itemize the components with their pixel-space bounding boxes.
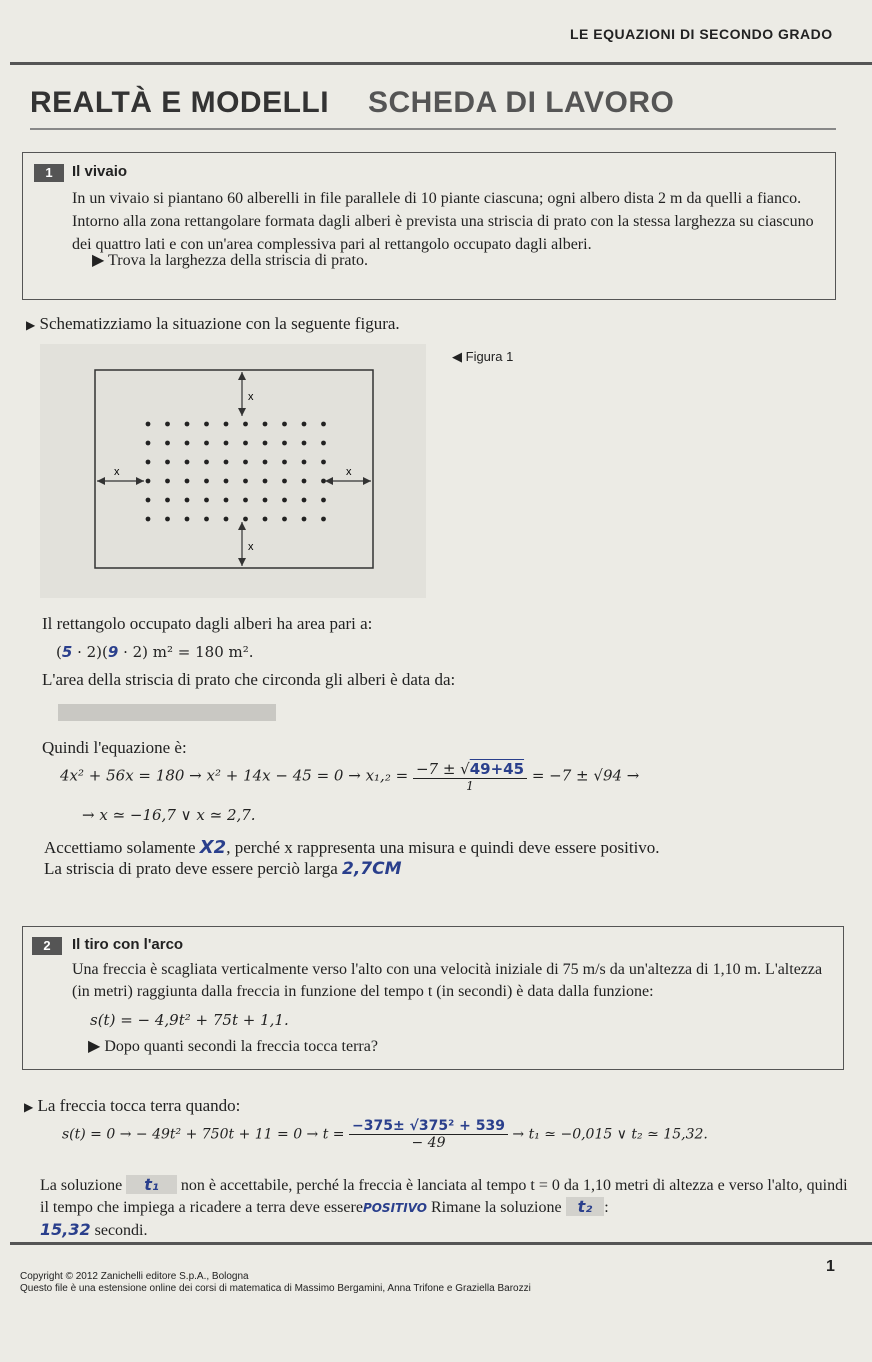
tree-dot xyxy=(282,479,287,484)
problem1-question xyxy=(92,249,368,272)
tree-dot xyxy=(263,441,268,446)
quadratic-solutions-1: → x ≃ −16,7 ∨ x ≃ 2,7. xyxy=(82,806,256,824)
accept-a: Accettiamo solamente xyxy=(44,838,200,857)
tree-dot xyxy=(243,498,248,503)
sol-d: : xyxy=(604,1199,609,1216)
tree-dot xyxy=(263,498,268,503)
problem1-question-text: Trova la larghezza della striscia di prato. xyxy=(108,252,368,269)
sol-b: non è accettabile, perché la freccia è lanciata al tempo t = 0 da 1,10 metri di altezza e verso l'alto, quindi il tempo che impiega a ricadere a terra deve essere xyxy=(40,1177,848,1216)
tree-dot xyxy=(321,498,326,503)
area-intro: Il rettangolo occupato dagli alberi ha area pari a: xyxy=(42,614,373,633)
tree-dot xyxy=(224,498,229,503)
tree-dot xyxy=(302,460,307,465)
solution2-intro-text: La freccia tocca terra quando: xyxy=(37,1096,241,1115)
page-title-right: SCHEDA DI LAVORO xyxy=(368,86,675,119)
sol-handwritten-t1: t₁ xyxy=(126,1175,177,1194)
tree-dot xyxy=(321,517,326,522)
eq2-num-handwritten: −375± √375² + 539 xyxy=(352,1118,505,1134)
tree-dot xyxy=(302,479,307,484)
arrow-up-head-2 xyxy=(238,522,246,530)
tree-dot xyxy=(204,422,209,427)
area-formula xyxy=(56,643,254,661)
dimension-label-left: x xyxy=(114,466,120,478)
width-text: La striscia di prato deve essere perciò larga xyxy=(44,859,342,878)
eq1-num-handwritten: 49+45 xyxy=(469,760,525,778)
figure-label xyxy=(452,349,513,365)
tree-dot xyxy=(282,460,287,465)
triangle-bullet-icon: ▶ xyxy=(92,252,105,269)
eq1-right: = −7 ± √94 → xyxy=(531,766,640,785)
tree-dot xyxy=(204,460,209,465)
arrow-left-head-2 xyxy=(325,477,333,485)
eq2-fraction xyxy=(349,1118,508,1151)
sol-a: La soluzione xyxy=(40,1177,127,1194)
sol-handwritten-seconds: 15,32 xyxy=(40,1220,91,1239)
triangle-bullet-icon-2: ▶ xyxy=(88,1038,101,1055)
page-number: 1 xyxy=(826,1258,835,1275)
tree-dot xyxy=(224,479,229,484)
tree-dot xyxy=(224,422,229,427)
solution1-intro xyxy=(26,312,400,337)
dimension-label-right: x xyxy=(346,466,352,478)
tree-dot xyxy=(263,479,268,484)
equation-intro: Quindi l'equazione è: xyxy=(42,738,187,757)
tree-dot xyxy=(165,517,170,522)
tree-dot xyxy=(185,517,190,522)
solution2-conclusion xyxy=(40,1174,855,1241)
arrow-bullet-icon: ▶ xyxy=(26,318,36,332)
header-rule xyxy=(10,62,872,65)
tree-dot xyxy=(204,498,209,503)
tree-dot xyxy=(185,460,190,465)
tree-dot xyxy=(165,422,170,427)
header-top-right: LE EQUAZIONI DI SECONDO GRADO xyxy=(570,26,833,42)
tree-dot xyxy=(204,441,209,446)
arrow-up-head xyxy=(238,372,246,380)
tree-dot xyxy=(263,517,268,522)
tree-dot xyxy=(224,517,229,522)
eq1-num-prefix: −7 ± √ xyxy=(415,760,470,778)
tree-dot xyxy=(224,441,229,446)
arrow-bullet-icon-2: ▶ xyxy=(24,1100,34,1114)
problem2-formula: s(t) = − 4,9t² + 75t + 1,1. xyxy=(90,1011,289,1029)
sol-e: secondi. xyxy=(94,1222,148,1239)
solution1-intro-text: Schematizziamo la situazione con la seguente figura. xyxy=(39,314,400,333)
tree-dot xyxy=(165,460,170,465)
tree-dot xyxy=(185,479,190,484)
area-text-b: · 2) m² = 180 m². xyxy=(118,643,254,661)
tree-dot xyxy=(146,441,151,446)
dimension-label-top: x xyxy=(248,391,254,403)
sol-handwritten-positivo: POSITIVO xyxy=(362,1201,427,1215)
tree-dot xyxy=(263,460,268,465)
tree-dot xyxy=(204,479,209,484)
problem2-text: Una freccia è scagliata verticalmente verso l'alto con una velocità iniziale di 75 m/s da un'altezza di 1,10 m. L'altezza (in metri) raggiunta dalla freccia in funzione del tempo t (in secondi) è data dalla funzione: xyxy=(72,961,823,1000)
tree-dot xyxy=(243,479,248,484)
width-sentence xyxy=(44,857,402,881)
eq2-left: s(t) = 0 → − 49t² + 750t + 11 = 0 → t = xyxy=(62,1126,349,1143)
dimension-arrows xyxy=(97,372,371,566)
problem1-title: Il vivaio xyxy=(72,163,128,180)
accept-handwritten: X2 xyxy=(199,837,227,858)
tree-dot xyxy=(146,479,151,484)
tree-dot xyxy=(243,441,248,446)
tree-dot xyxy=(204,517,209,522)
footer-copyright: Copyright © 2012 Zanichelli editore S.p.A., Bologna xyxy=(20,1271,249,1282)
tree-dot xyxy=(243,460,248,465)
tree-dot xyxy=(165,479,170,484)
arrow-down-head-2 xyxy=(238,558,246,566)
tree-dot xyxy=(146,422,151,427)
outer-rectangle xyxy=(95,370,373,568)
eq1-left: 4x² + 56x = 180 → x² + 14x − 45 = 0 → x₁,₂ = xyxy=(60,766,413,785)
tree-dot xyxy=(282,517,287,522)
eq1-den: 1 xyxy=(466,779,474,793)
tree-dot xyxy=(263,422,268,427)
tree-dot xyxy=(185,441,190,446)
arrow-right-head xyxy=(136,477,144,485)
figure-label-text: Figura 1 xyxy=(465,349,514,364)
accept-b: , perché x rappresenta una misura e quindi deve essere positivo. xyxy=(226,838,660,857)
strip-intro: L'area della striscia di prato che circonda gli alberi è data da: xyxy=(42,670,456,689)
problem1-number: 1 xyxy=(34,164,64,182)
page-title-left: REALTÀ E MODELLI xyxy=(30,86,330,119)
figure-diagram xyxy=(40,344,426,598)
tree-dot xyxy=(146,498,151,503)
problem2-title: Il tiro con l'arco xyxy=(72,936,184,953)
figure-pointer-icon: ◀ xyxy=(452,349,462,364)
problem2-question xyxy=(88,1035,378,1058)
area-handwritten-5: 5 xyxy=(61,643,73,661)
sol-handwritten-t2: t₂ xyxy=(566,1197,605,1216)
tree-dot xyxy=(321,422,326,427)
tree-dot xyxy=(302,422,307,427)
tree-dot xyxy=(185,422,190,427)
problem2-number: 2 xyxy=(32,937,62,955)
title-rule xyxy=(30,128,836,130)
tree-dot xyxy=(165,441,170,446)
eq2-right: → t₁ ≃ −0,015 ∨ t₂ ≃ 15,32. xyxy=(512,1126,708,1143)
arrow-down-head xyxy=(238,408,246,416)
tree-dot xyxy=(302,441,307,446)
tree-dot xyxy=(165,498,170,503)
area-paren: ( xyxy=(56,643,62,661)
width-handwritten: 2,7CM xyxy=(342,859,402,879)
eq1-fraction xyxy=(413,760,527,793)
tree-dot xyxy=(185,498,190,503)
tree-dot xyxy=(282,441,287,446)
tree-dot xyxy=(282,422,287,427)
tree-dot xyxy=(302,498,307,503)
area-text-a: · 2)( xyxy=(72,643,108,661)
problem1-text: In un vivaio si piantano 60 alberelli in file parallele di 10 piante ciascuna; ogni albero dista 2 m da quelli a fianco. Intorno alla zona rettangolare formata dagli alberi è prevista una striscia di prato con la stessa larghezza su ciascuno dei quattro lati e con un'area complessiva pari al rettangolo occupato dagli alberi. xyxy=(72,190,814,253)
tree-dot xyxy=(302,517,307,522)
tree-dot xyxy=(321,441,326,446)
tree-dot xyxy=(321,460,326,465)
tree-dot xyxy=(146,460,151,465)
problem2-question-text: Dopo quanti secondi la freccia tocca terra? xyxy=(104,1038,378,1055)
footer-rule xyxy=(10,1242,872,1245)
footer-note: Questo file è una estensione online dei corsi di matematica di Massimo Bergamini, Anna Trifone e Graziella Barozzi xyxy=(20,1283,531,1294)
tree-dots xyxy=(146,422,326,522)
quadratic-equation-1 xyxy=(60,760,639,793)
tree-dot xyxy=(282,498,287,503)
solution2-intro xyxy=(24,1094,240,1119)
arrow-right-head-2 xyxy=(363,477,371,485)
arrow-left-head xyxy=(97,477,105,485)
tree-dot xyxy=(224,460,229,465)
eq2-den: − 49 xyxy=(411,1135,446,1151)
tree-dot xyxy=(146,517,151,522)
quadratic-equation-2 xyxy=(62,1118,708,1151)
accept-sentence xyxy=(44,836,660,859)
tree-dot xyxy=(243,422,248,427)
answer-blank-highlight xyxy=(58,704,276,721)
sol-c: Rimane la soluzione xyxy=(430,1199,566,1216)
tree-dot xyxy=(243,517,248,522)
area-handwritten-9: 9 xyxy=(107,643,119,661)
dimension-label-bottom: x xyxy=(248,541,254,553)
